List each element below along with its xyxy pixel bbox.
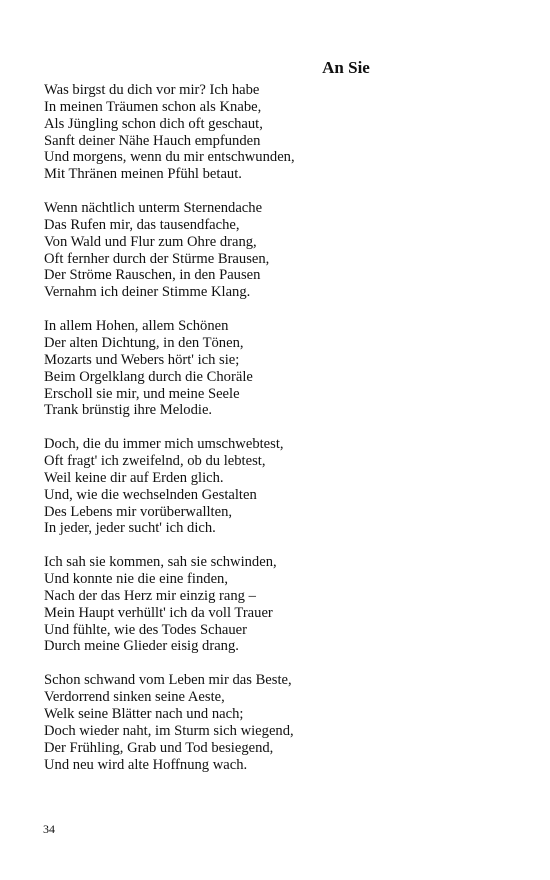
poem-line: Als Jüngling schon dich oft geschaut, (44, 115, 263, 132)
poem-line: Erscholl sie mir, und meine Seele (44, 385, 240, 402)
poem-line: Der alten Dichtung, in den Tönen, (44, 334, 244, 351)
stanza-5 (44, 554, 514, 655)
poem-line: Oft fragt' ich zweifelnd, ob du lebtest, (44, 453, 266, 470)
poem-line: Mein Haupt verhüllt' ich da voll Trauer (44, 604, 273, 621)
poem-line: In meinen Träumen schon als Knabe, (44, 98, 262, 115)
poem-line: Sanft deiner Nähe Hauch empfunden (44, 132, 261, 149)
poem-line: Von Wald und Flur zum Ohre drang, (44, 233, 257, 250)
stanza-4 (44, 436, 514, 537)
poem-line: Vernahm ich deiner Stimme Klang. (44, 284, 251, 301)
poem-line: Und fühlte, wie des Todes Schauer (44, 621, 247, 638)
stanza-1 (44, 82, 514, 183)
poem-line: Doch wieder naht, im Sturm sich wiegend, (44, 722, 294, 739)
poem-title: An Sie (322, 58, 370, 77)
poem-line: Doch, die du immer mich umschwebtest, (44, 436, 284, 453)
stanza-6 (44, 672, 514, 773)
poem-line: Und morgens, wenn du mir entschwunden, (44, 149, 295, 166)
poem-line: Oft fernher durch der Stürme Brausen, (44, 250, 270, 267)
poem-line: Das Rufen mir, das tausendfache, (44, 216, 240, 233)
poem-line: Weil keine dir auf Erden glich. (44, 469, 224, 486)
poem-line: Der Frühling, Grab und Tod besiegend, (44, 739, 274, 756)
poem-line: Beim Orgelklang durch die Choräle (44, 368, 253, 385)
poem-line: Des Lebens mir vorüberwallten, (44, 503, 233, 520)
poem-line: Nach der das Herz mir einzig rang – (44, 587, 256, 604)
poem-line: Und neu wird alte Hoffnung wach. (44, 756, 248, 773)
poem-line: Was birgst du dich vor mir? Ich habe (44, 82, 260, 98)
poem-line: Und, wie die wechselnden Gestalten (44, 486, 257, 503)
poem-line: Durch meine Glieder eisig drang. (44, 638, 239, 655)
poem-body (44, 82, 514, 790)
page-number: 34 (43, 822, 55, 836)
poem-line: Wenn nächtlich unterm Sternendache (44, 200, 263, 217)
poem-line: Mit Thränen meinen Pfühl betaut. (44, 166, 242, 183)
poem-line: Mozarts und Webers hört' ich sie; (44, 351, 240, 368)
poem-line: Und konnte nie die eine finden, (44, 571, 228, 588)
stanza-2 (44, 200, 514, 301)
stanza-3 (44, 318, 514, 419)
poem-line: Ich sah sie kommen, sah sie schwinden, (44, 554, 277, 571)
poem-line: Trank brünstig ihre Melodie. (44, 402, 213, 419)
poem-line: Verdorrend sinken seine Aeste, (44, 689, 225, 706)
poem-line: Schon schwand vom Leben mir das Beste, (44, 672, 292, 689)
poem-line: In jeder, jeder sucht' ich dich. (44, 520, 216, 537)
poem-line: Welk seine Blätter nach und nach; (44, 706, 244, 722)
poem-line: Der Ströme Rauschen, in den Pausen (44, 267, 261, 284)
poem-line: In allem Hohen, allem Schönen (44, 318, 229, 335)
